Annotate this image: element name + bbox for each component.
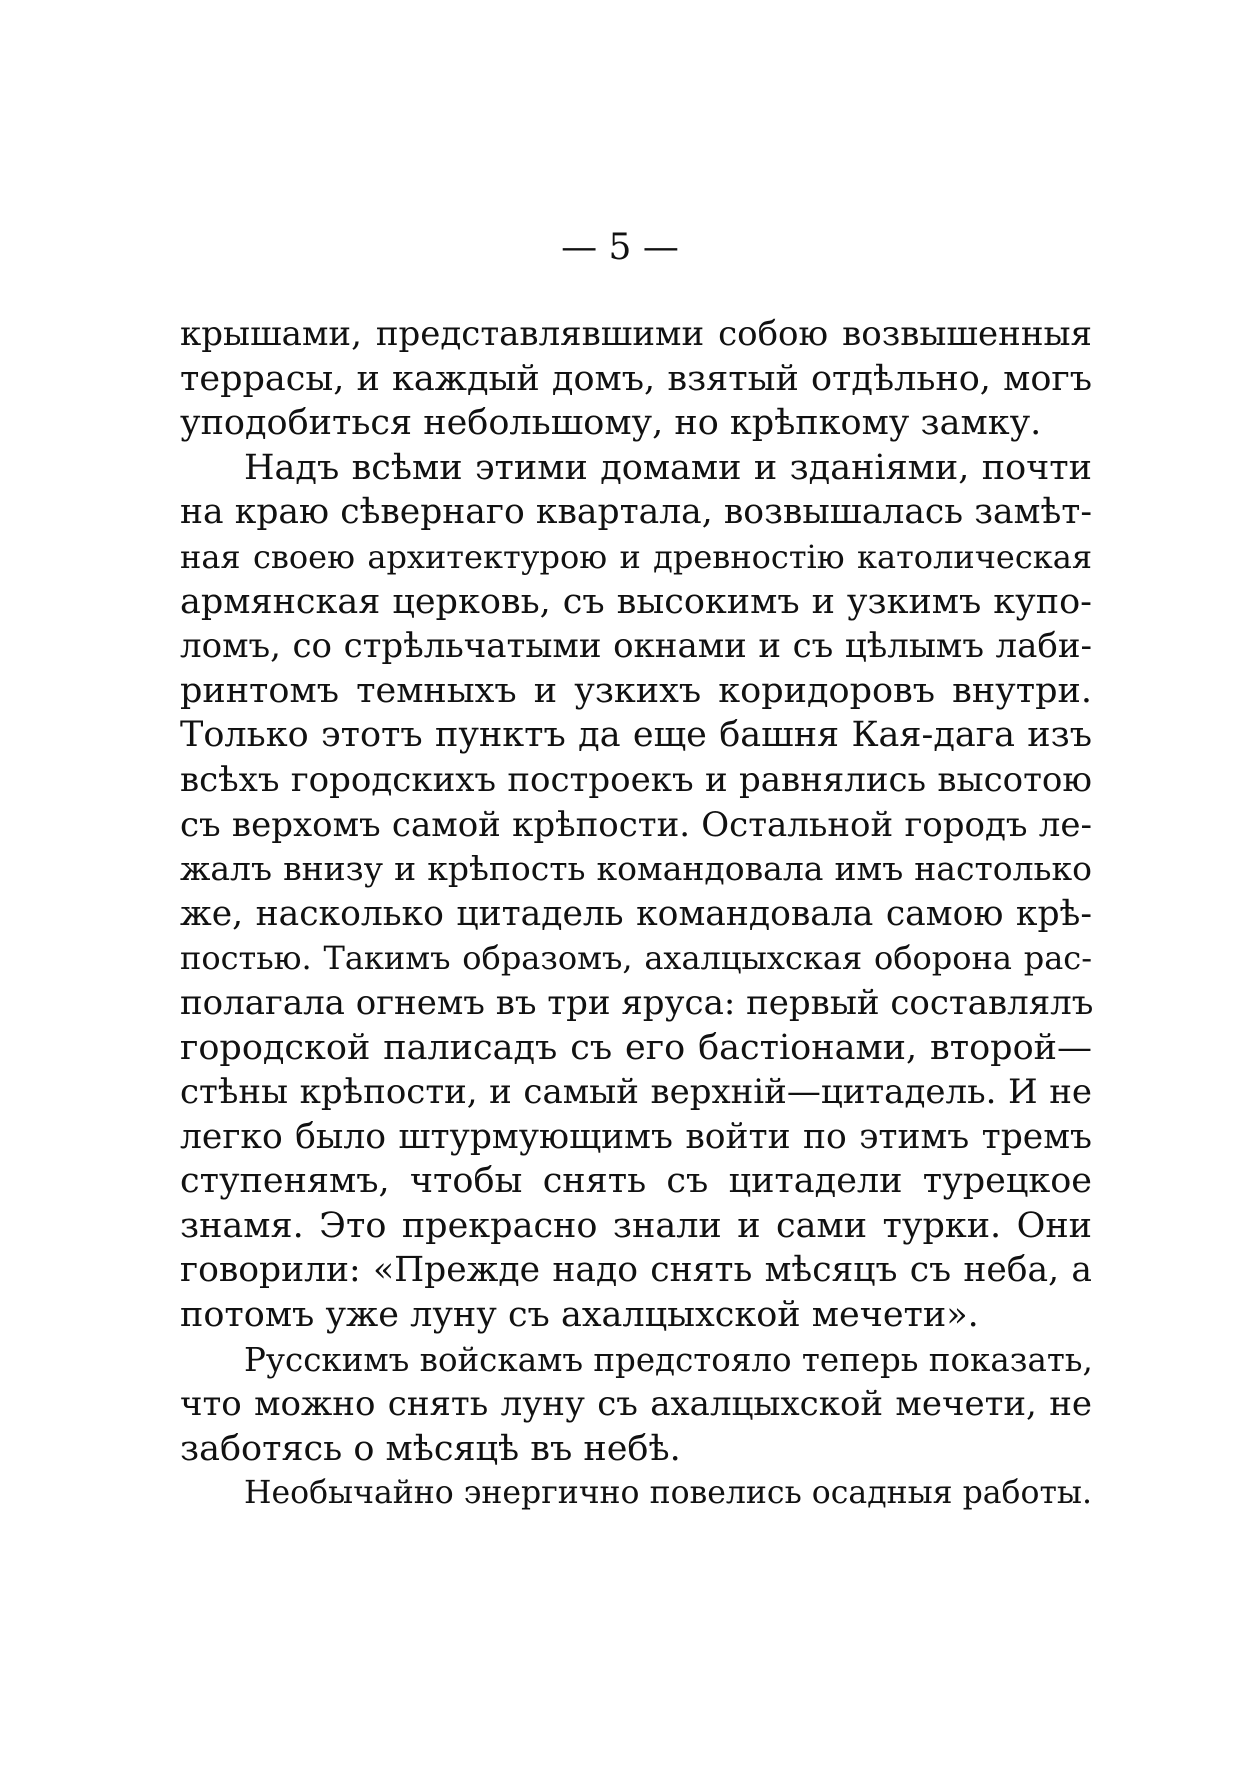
text-line: заботясь о мѣсяцѣ въ небѣ. <box>180 1428 681 1469</box>
paragraph-start-line: Надъ всѣми этими домами и зданіями, почти <box>244 447 1092 488</box>
text-line: полагала огнемъ въ три яруса: первый составлялъ <box>180 982 1094 1023</box>
text-line: потомъ уже луну съ ахалцыхской мечети». <box>180 1295 979 1336</box>
text-line: ломъ, со стрѣльчатыми окнами и съ цѣлымъ лаби- <box>180 626 1092 667</box>
text-line: постью. Такимъ образомъ, ахалцыхская оборона рас- <box>180 939 1092 978</box>
paragraph-start-line: Необычайно энергично повелись осадныя работы. <box>244 1475 1092 1512</box>
text-line: жалъ внизу и крѣпость командовала имъ настолько <box>180 849 1092 889</box>
text-line: ринтомъ темныхъ и узкихъ коридоровъ внутри. <box>180 670 1092 711</box>
text-line: уподобиться небольшому, но крѣпкому замку. <box>180 403 1042 444</box>
text-line: крышами, представлявшими собою возвышенныя <box>180 314 1092 354</box>
paragraph-start-line: Русскимъ войскамъ предстояло теперь показать, <box>244 1340 1093 1379</box>
page-number: — 5 — <box>561 227 679 268</box>
text-line: городской палисадъ съ его бастіонами, второй— <box>180 1027 1092 1068</box>
text-line: говорили: «Прежде надо снять мѣсяцъ съ неба, а <box>180 1250 1092 1291</box>
text-line: стѣны крѣпости, и самый верхній—цитадель. И не <box>180 1072 1092 1113</box>
text-line: ступенямъ, чтобы снять съ цитадели турецкое <box>180 1161 1092 1202</box>
text-line: съ верхомъ самой крѣпости. Остальной городъ ле- <box>180 804 1092 845</box>
text-line: на краю сѣвернаго квартала, возвышалась замѣт- <box>180 492 1092 533</box>
text-line: легко было штурмующимъ войти по этимъ тремъ <box>180 1116 1092 1157</box>
text-line: террасы, и каждый домъ, взятый отдѣльно, могъ <box>180 358 1092 399</box>
text-line: всѣхъ городскихъ построекъ и равнялись высотою <box>180 759 1092 800</box>
text-line: что можно снять луну съ ахалцыхской мечети, не <box>180 1384 1092 1425</box>
text-line: же, насколько цитадель командовала самою крѣ- <box>180 893 1092 934</box>
text-line: Только этотъ пунктъ да еще башня Кая-дага изъ <box>180 715 1092 756</box>
body-text <box>180 312 1092 1516</box>
text-line: знамя. Это прекрасно знали и сами турки. Они <box>180 1205 1092 1246</box>
text-line: армянская церковь, съ высокимъ и узкимъ купо- <box>180 581 1092 622</box>
text-line: ная своею архитектурою и древностію католическая <box>180 537 1092 576</box>
